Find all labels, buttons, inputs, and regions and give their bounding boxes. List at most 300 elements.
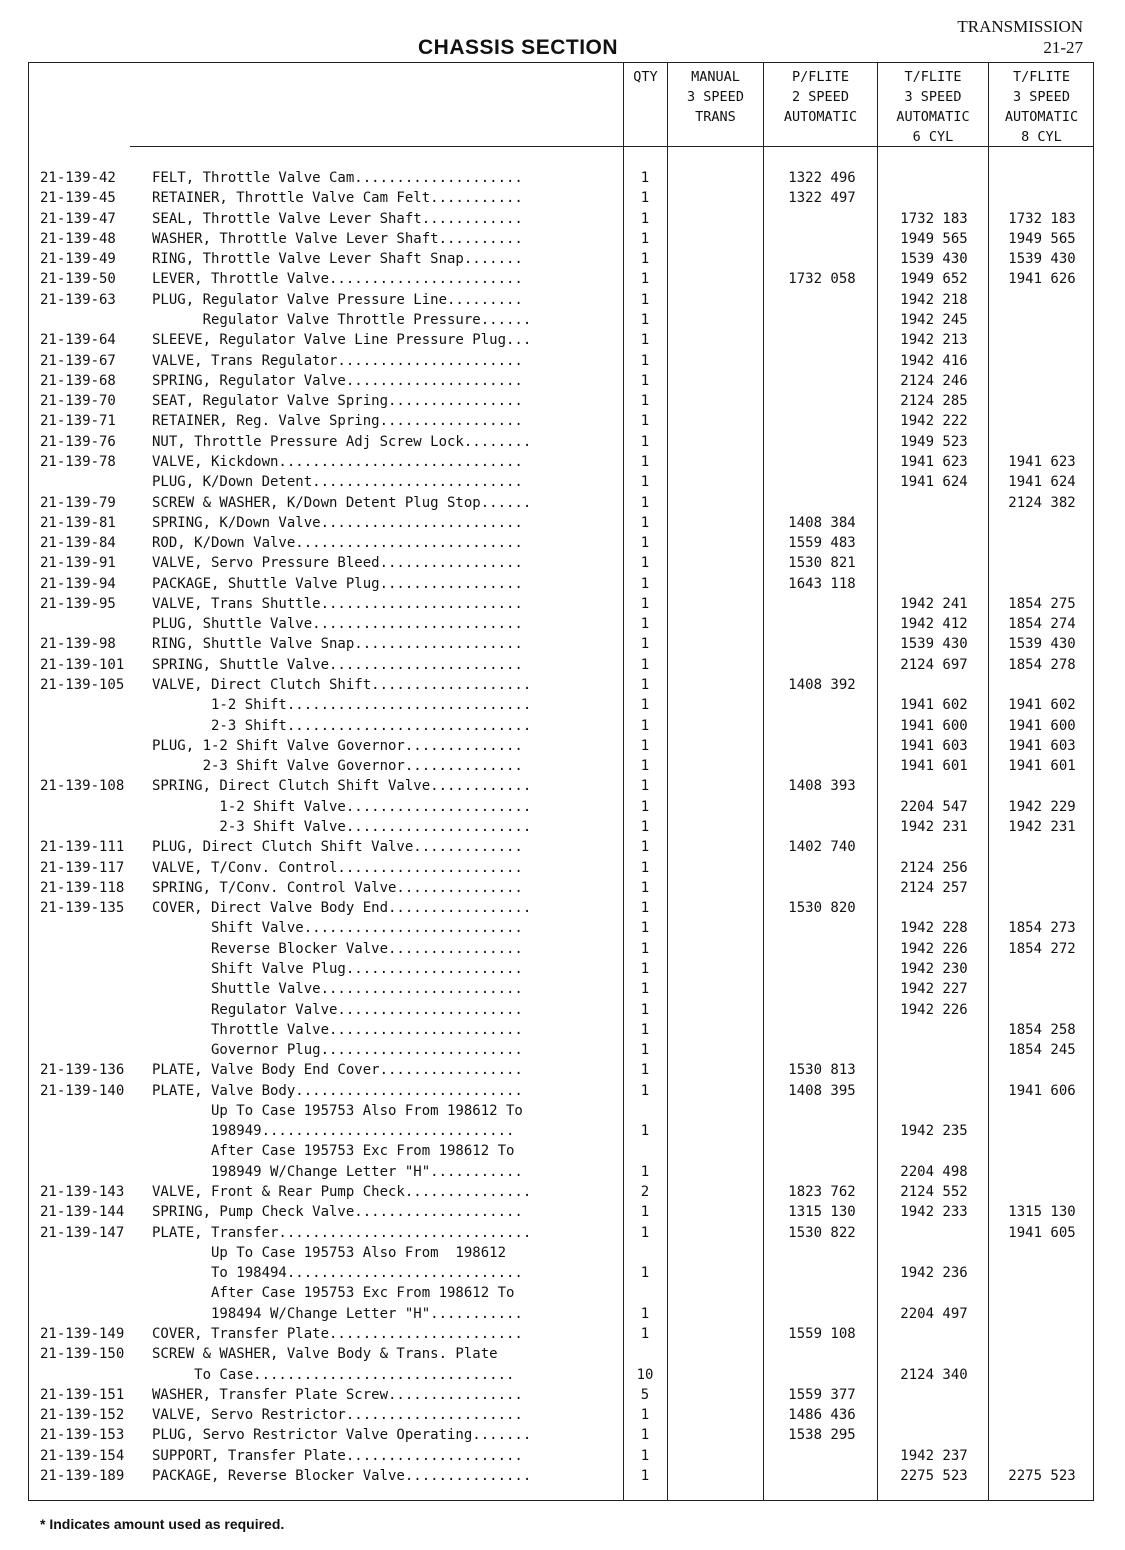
quantity: 1 [640, 1407, 650, 1424]
table-row [0, 878, 1125, 898]
quantity: 1 [640, 1467, 650, 1484]
quantity: 1 [640, 453, 650, 470]
part-number: 21-139-76 [40, 433, 116, 450]
table-row [0, 209, 1125, 229]
table-row [0, 1425, 1125, 1445]
tflite-6cyl-part: 1941 624 [900, 474, 968, 491]
quantity: 1 [640, 210, 650, 227]
table-row [0, 1344, 1125, 1364]
table-row [0, 1283, 1125, 1303]
tflite-6cyl-part: 1942 231 [900, 819, 968, 835]
table-row [0, 1223, 1125, 1243]
table-row [0, 655, 1125, 675]
part-description: SPRING, Direct Clutch Shift Valve............ [152, 778, 532, 795]
tflite-8cyl-part: 1854 245 [1008, 1042, 1076, 1058]
tflite-6cyl-part: 1942 241 [900, 595, 968, 612]
table-row [0, 351, 1125, 371]
part-number: 21-139-67 [40, 352, 116, 369]
pflite-2speed-part: 1823 762 [788, 1184, 856, 1200]
pflite-2speed-part: 1322 497 [788, 190, 856, 207]
tflite-6cyl-part: 1539 430 [900, 636, 968, 653]
part-description: VALVE, Front & Rear Pump Check............... [152, 1184, 532, 1200]
part-description: To Case............................... [152, 1366, 515, 1383]
pflite-2speed-part: 1486 436 [788, 1407, 856, 1424]
part-description: WASHER, Throttle Valve Lever Shaft.......... [152, 230, 523, 247]
quantity: 1 [640, 1021, 650, 1038]
part-description: SPRING, Regulator Valve..................... [152, 372, 523, 389]
tflite-6cyl-part: 1942 226 [900, 940, 968, 957]
table-row [0, 837, 1125, 857]
table-row [0, 959, 1125, 979]
quantity: 1 [640, 312, 650, 328]
part-number: 21-139-84 [40, 535, 116, 551]
table-row [0, 1243, 1125, 1263]
part-description: VALVE, Trans Shuttle........................ [152, 595, 523, 612]
table-row [0, 533, 1125, 553]
part-description: PACKAGE, Reverse Blocker Valve............... [152, 1467, 532, 1484]
pflite-2speed-part: 1530 820 [788, 900, 856, 917]
tflite-8cyl-part: 1854 273 [1008, 920, 1076, 937]
part-number: 21-139-47 [40, 210, 116, 227]
part-description: NUT, Throttle Pressure Adj Screw Lock........ [152, 433, 532, 450]
table-row [0, 168, 1125, 188]
tflite-6cyl-part: 2275 523 [900, 1467, 968, 1484]
pflite-2speed-part: 1643 118 [788, 575, 856, 592]
tflite-6cyl-part: 1942 218 [900, 291, 968, 308]
table-row [0, 1446, 1125, 1466]
part-number: 21-139-101 [40, 656, 125, 673]
table-row [0, 290, 1125, 310]
table-row [0, 1081, 1125, 1101]
table-row [0, 330, 1125, 350]
part-number: 21-139-95 [40, 595, 116, 612]
table-row [0, 614, 1125, 634]
part-number: 21-139-117 [40, 859, 125, 876]
table-row [0, 1365, 1125, 1385]
quantity: 1 [640, 575, 650, 592]
tflite-8cyl-part: 1854 272 [1008, 940, 1076, 957]
tflite-8cyl-part: 1854 274 [1008, 616, 1076, 633]
tflite-8cyl-part: 1941 626 [1008, 271, 1076, 288]
part-description: SLEEVE, Regulator Valve Line Pressure Plug... [152, 332, 532, 349]
tflite-6cyl-part: 1949 523 [900, 433, 968, 450]
part-description: VALVE, T/Conv. Control...................... [152, 859, 523, 876]
part-description: 198494 W/Change Letter "H"........... [152, 1305, 523, 1322]
quantity: 1 [640, 170, 650, 186]
part-description: PLUG, Shuttle Valve......................... [152, 616, 523, 633]
table-row [0, 513, 1125, 533]
quantity: 1 [640, 1427, 650, 1444]
quantity: 1 [640, 251, 650, 268]
part-number: 21-139-98 [40, 636, 116, 653]
table-row [0, 574, 1125, 594]
table-row [0, 553, 1125, 573]
tflite-6cyl-part: 2204 497 [900, 1305, 968, 1322]
pflite-2speed-part: 1530 821 [788, 555, 856, 572]
pflite-2speed-part: 1408 395 [788, 1082, 856, 1099]
table-row [0, 797, 1125, 817]
part-number: 21-139-150 [40, 1346, 125, 1363]
tflite-8cyl-part: 1941 601 [1008, 758, 1076, 775]
tflite-8cyl-part: 1941 602 [1008, 697, 1076, 714]
part-description: 198949 W/Change Letter "H"........... [152, 1163, 523, 1180]
part-number: 21-139-91 [40, 555, 116, 572]
table-row [0, 452, 1125, 472]
part-number: 21-139-50 [40, 271, 116, 288]
pflite-2speed-part: 1559 108 [788, 1326, 856, 1342]
quantity: 1 [640, 555, 650, 572]
table-row [0, 756, 1125, 776]
part-description: After Case 195753 Exc From 198612 To [152, 1285, 515, 1302]
part-description: 1-2 Shift Valve...................... [152, 798, 532, 815]
section-title: CHASSIS SECTION [418, 36, 619, 59]
quantity: 1 [640, 819, 650, 835]
table-row [0, 472, 1125, 492]
quantity: 1 [640, 920, 650, 937]
table-row [0, 1121, 1125, 1141]
part-description: Up To Case 195753 Also From 198612 To [152, 1102, 523, 1119]
quantity: 1 [640, 535, 650, 551]
part-description: VALVE, Direct Clutch Shift................... [152, 677, 532, 693]
quantity: 1 [640, 1305, 650, 1322]
part-description: VALVE, Servo Pressure Bleed................. [152, 555, 523, 572]
quantity: 1 [640, 1265, 650, 1282]
table-row [0, 1466, 1125, 1486]
col-header-tflite-6cyl: T/FLITE 3 SPEED AUTOMATIC 6 CYL [896, 69, 970, 145]
table-row [0, 736, 1125, 756]
quantity: 1 [640, 291, 650, 308]
tflite-8cyl-part: 1732 183 [1008, 210, 1076, 227]
pflite-2speed-part: 1408 393 [788, 778, 856, 795]
quantity: 1 [640, 879, 650, 896]
quantity: 1 [640, 697, 650, 714]
part-number: 21-139-79 [40, 494, 116, 511]
tflite-8cyl-part: 1941 605 [1008, 1224, 1076, 1241]
part-description: To 198494............................ [152, 1265, 523, 1282]
page-header [957, 16, 1083, 58]
part-number: 21-139-118 [40, 879, 125, 896]
table-row [0, 939, 1125, 959]
part-description: COVER, Transfer Plate....................... [152, 1326, 523, 1342]
part-number: 21-139-94 [40, 575, 116, 592]
tflite-6cyl-part: 1539 430 [900, 251, 968, 268]
table-row [0, 1101, 1125, 1121]
part-number: 21-139-78 [40, 453, 116, 470]
tflite-6cyl-part: 1941 600 [900, 717, 968, 734]
quantity: 1 [640, 1042, 650, 1058]
tflite-6cyl-part: 2124 246 [900, 372, 968, 389]
quantity: 1 [640, 778, 650, 795]
part-number: 21-139-147 [40, 1224, 125, 1241]
part-number: 21-139-189 [40, 1467, 125, 1484]
tflite-6cyl-part: 2204 547 [900, 798, 968, 815]
tflite-6cyl-part: 1942 245 [900, 312, 968, 328]
pflite-2speed-part: 1408 384 [788, 514, 856, 531]
quantity: 1 [640, 839, 650, 856]
tflite-8cyl-part: 1539 430 [1008, 636, 1076, 653]
table-row [0, 432, 1125, 452]
table-row [0, 918, 1125, 938]
pflite-2speed-part: 1530 813 [788, 1062, 856, 1079]
quantity: 1 [640, 758, 650, 775]
tflite-6cyl-part: 1942 416 [900, 352, 968, 369]
tflite-8cyl-part: 1942 229 [1008, 798, 1076, 815]
table-row [0, 716, 1125, 736]
part-description: SPRING, Pump Check Valve.................... [152, 1204, 523, 1221]
group-title: TRANSMISSION [957, 17, 1083, 36]
quantity: 1 [640, 656, 650, 673]
tflite-8cyl-part: 1941 603 [1008, 737, 1076, 754]
tflite-8cyl-part: 1941 600 [1008, 717, 1076, 734]
quantity: 2 [640, 1184, 650, 1200]
part-number: 21-139-63 [40, 291, 116, 308]
col-header-tflite-8cyl: T/FLITE 3 SPEED AUTOMATIC 8 CYL [1004, 69, 1079, 145]
quantity: 1 [640, 413, 650, 430]
quantity: 1 [640, 616, 650, 633]
part-description: 2-3 Shift............................. [152, 717, 532, 734]
part-description: 2-3 Shift Valve...................... [152, 819, 532, 835]
pflite-2speed-part: 1559 483 [788, 535, 856, 551]
quantity: 1 [640, 1447, 650, 1464]
table-row [0, 675, 1125, 695]
part-description: RETAINER, Throttle Valve Cam Felt........... [152, 190, 523, 207]
tflite-8cyl-part: 1854 275 [1008, 595, 1076, 612]
part-number: 21-139-136 [40, 1062, 125, 1079]
part-number: 21-139-49 [40, 251, 116, 268]
table-row [0, 1405, 1125, 1425]
part-description: SCREW & WASHER, Valve Body & Trans. Plate [152, 1346, 498, 1363]
col-header-pflite-2speed: P/FLITE 2 SPEED AUTOMATIC [783, 69, 858, 125]
part-description: Regulator Valve Throttle Pressure...... [152, 312, 532, 328]
quantity: 1 [640, 940, 650, 957]
quantity: 1 [640, 859, 650, 876]
pflite-2speed-part: 1538 295 [788, 1427, 856, 1444]
part-description: LEVER, Throttle Valve....................... [152, 271, 523, 288]
tflite-6cyl-part: 1942 213 [900, 332, 968, 349]
tflite-6cyl-part: 2124 256 [900, 859, 968, 876]
tflite-8cyl-part: 1539 430 [1008, 251, 1076, 268]
col-header-qty: QTY [633, 69, 658, 85]
quantity: 1 [640, 737, 650, 754]
part-description: 1-2 Shift............................. [152, 697, 532, 714]
part-description: WASHER, Transfer Plate Screw................ [152, 1386, 523, 1403]
table-row [0, 1020, 1125, 1040]
table-row [0, 1202, 1125, 1222]
quantity: 1 [640, 393, 650, 410]
tflite-6cyl-part: 1942 236 [900, 1265, 968, 1282]
part-number: 21-139-144 [40, 1204, 125, 1221]
part-number: 21-139-81 [40, 514, 116, 531]
part-description: RING, Throttle Valve Lever Shaft Snap....... [152, 251, 523, 268]
table-row [0, 310, 1125, 330]
part-description: ROD, K/Down Valve........................... [152, 535, 523, 551]
part-description: SEAL, Throttle Valve Lever Shaft............ [152, 210, 523, 227]
tflite-6cyl-part: 1942 222 [900, 413, 968, 430]
part-number: 21-139-153 [40, 1427, 125, 1444]
quantity: 1 [640, 1082, 650, 1099]
part-description: PLUG, Direct Clutch Shift Valve............. [152, 839, 523, 856]
tflite-6cyl-part: 1949 565 [900, 230, 968, 247]
part-number: 21-139-149 [40, 1326, 125, 1342]
table-row [0, 594, 1125, 614]
quantity: 1 [640, 677, 650, 693]
part-description: PLUG, 1-2 Shift Valve Governor.............. [152, 737, 523, 754]
quantity: 1 [640, 332, 650, 349]
quantity: 1 [640, 1224, 650, 1241]
part-description: RING, Shuttle Valve Snap.................... [152, 636, 523, 653]
table-row [0, 776, 1125, 796]
part-description: SPRING, K/Down Valve........................ [152, 514, 523, 531]
tflite-6cyl-part: 1942 412 [900, 616, 968, 633]
table-row [0, 634, 1125, 654]
part-description: Shuttle Valve........................ [152, 981, 523, 998]
pflite-2speed-part: 1559 377 [788, 1386, 856, 1403]
part-number: 21-139-68 [40, 372, 116, 389]
part-number: 21-139-140 [40, 1082, 125, 1099]
part-description: SEAT, Regulator Valve Spring................ [152, 393, 523, 410]
tflite-6cyl-part: 1942 235 [900, 1123, 968, 1140]
part-number: 21-139-70 [40, 393, 116, 410]
table-row [0, 249, 1125, 269]
part-number: 21-139-64 [40, 332, 116, 349]
table-row [0, 1141, 1125, 1161]
pflite-2speed-part: 1315 130 [788, 1204, 856, 1221]
table-row [0, 493, 1125, 513]
part-description: PLATE, Transfer.............................. [152, 1224, 532, 1241]
table-row [0, 1182, 1125, 1202]
tflite-6cyl-part: 1942 230 [900, 960, 968, 977]
tflite-6cyl-part: 2124 285 [900, 393, 968, 410]
part-number: 21-139-48 [40, 230, 116, 247]
part-description: COVER, Direct Valve Body End................. [152, 900, 532, 917]
quantity: 1 [640, 372, 650, 389]
table-row [0, 1385, 1125, 1405]
quantity: 1 [640, 1163, 650, 1180]
quantity: 10 [636, 1366, 654, 1383]
part-description: After Case 195753 Exc From 198612 To [152, 1143, 515, 1160]
quantity: 1 [640, 1326, 650, 1342]
part-description: Shift Valve Plug..................... [152, 960, 523, 977]
tflite-8cyl-part: 1315 130 [1008, 1204, 1076, 1221]
part-description: Up To Case 195753 Also From 198612 [152, 1244, 507, 1261]
part-number: 21-139-108 [40, 778, 125, 795]
quantity: 1 [640, 1001, 650, 1018]
part-description: Shift Valve.......................... [152, 920, 523, 937]
tflite-6cyl-part: 1942 237 [900, 1447, 968, 1464]
part-description: Regulator Valve...................... [152, 1001, 523, 1018]
quantity: 5 [640, 1386, 650, 1403]
part-number: 21-139-71 [40, 413, 116, 430]
tflite-6cyl-part: 1942 227 [900, 981, 968, 998]
table-row [0, 979, 1125, 999]
part-number: 21-139-151 [40, 1386, 125, 1403]
part-description: VALVE, Trans Regulator...................... [152, 352, 523, 369]
table-row [0, 371, 1125, 391]
table-row [0, 1263, 1125, 1283]
quantity: 1 [640, 1062, 650, 1079]
tflite-6cyl-part: 2124 697 [900, 656, 968, 673]
part-description: FELT, Throttle Valve Cam.................... [152, 170, 523, 186]
tflite-8cyl-part: 1854 278 [1008, 656, 1076, 673]
tflite-6cyl-part: 1732 183 [900, 210, 968, 227]
part-description: 198949.............................. [152, 1123, 515, 1140]
tflite-8cyl-part: 1941 624 [1008, 474, 1076, 491]
part-description: SUPPORT, Transfer Plate..................... [152, 1447, 523, 1464]
table-row [0, 858, 1125, 878]
part-number: 21-139-42 [40, 170, 116, 186]
tflite-6cyl-part: 1941 603 [900, 737, 968, 754]
part-description: 2-3 Shift Valve Governor.............. [152, 758, 523, 775]
part-description: PLUG, K/Down Detent......................... [152, 474, 523, 491]
part-description: PLUG, Regulator Valve Pressure Line......... [152, 291, 523, 308]
quantity: 1 [640, 271, 650, 288]
part-description: PLUG, Servo Restrictor Valve Operating....... [152, 1427, 532, 1444]
table-row [0, 898, 1125, 918]
part-description: PLATE, Valve Body........................... [152, 1082, 523, 1099]
part-description: PLATE, Valve Body End Cover................. [152, 1062, 523, 1079]
tflite-8cyl-part: 1941 623 [1008, 453, 1076, 470]
quantity: 1 [640, 1204, 650, 1221]
pflite-2speed-part: 1732 058 [788, 271, 856, 288]
tflite-6cyl-part: 1942 233 [900, 1204, 968, 1221]
part-description: Reverse Blocker Valve................ [152, 940, 523, 957]
tflite-6cyl-part: 2124 257 [900, 879, 968, 896]
tflite-6cyl-part: 1942 228 [900, 920, 968, 937]
part-number: 21-139-45 [40, 190, 116, 207]
tflite-6cyl-part: 2124 340 [900, 1366, 968, 1383]
col-header-manual: MANUAL 3 SPEED TRANS [687, 69, 744, 125]
table-row [0, 1060, 1125, 1080]
tflite-6cyl-part: 2124 552 [900, 1184, 968, 1200]
part-description: PACKAGE, Shuttle Valve Plug................. [152, 575, 523, 592]
table-row [0, 1000, 1125, 1020]
part-description: Throttle Valve....................... [152, 1021, 523, 1038]
pflite-2speed-part: 1322 496 [788, 170, 856, 186]
part-number: 21-139-143 [40, 1184, 125, 1200]
part-number: 21-139-111 [40, 839, 125, 856]
quantity: 1 [640, 717, 650, 734]
quantity: 1 [640, 981, 650, 998]
page-number: 21-27 [1043, 38, 1083, 57]
tflite-8cyl-part: 2124 382 [1008, 494, 1076, 511]
table-row [0, 1304, 1125, 1324]
quantity: 1 [640, 190, 650, 207]
tflite-6cyl-part: 2204 498 [900, 1163, 968, 1180]
table-row [0, 1040, 1125, 1060]
tflite-8cyl-part: 2275 523 [1008, 1467, 1076, 1484]
part-description: Governor Plug........................ [152, 1042, 523, 1058]
tflite-6cyl-part: 1941 602 [900, 697, 968, 714]
tflite-6cyl-part: 1941 623 [900, 453, 968, 470]
quantity: 1 [640, 900, 650, 917]
part-description: SCREW & WASHER, K/Down Detent Plug Stop...... [152, 494, 532, 511]
table-row [0, 1324, 1125, 1344]
part-number: 21-139-152 [40, 1407, 125, 1424]
table-row [0, 229, 1125, 249]
pflite-2speed-part: 1402 740 [788, 839, 856, 856]
part-number: 21-139-154 [40, 1447, 125, 1464]
quantity: 1 [640, 960, 650, 977]
part-number: 21-139-135 [40, 900, 125, 917]
part-number: 21-139-105 [40, 677, 125, 693]
part-description: SPRING, Shuttle Valve....................... [152, 656, 523, 673]
tflite-8cyl-part: 1941 606 [1008, 1082, 1076, 1099]
quantity: 1 [640, 494, 650, 511]
quantity: 1 [640, 433, 650, 450]
table-row [0, 1162, 1125, 1182]
quantity: 1 [640, 474, 650, 491]
quantity: 1 [640, 1123, 650, 1140]
